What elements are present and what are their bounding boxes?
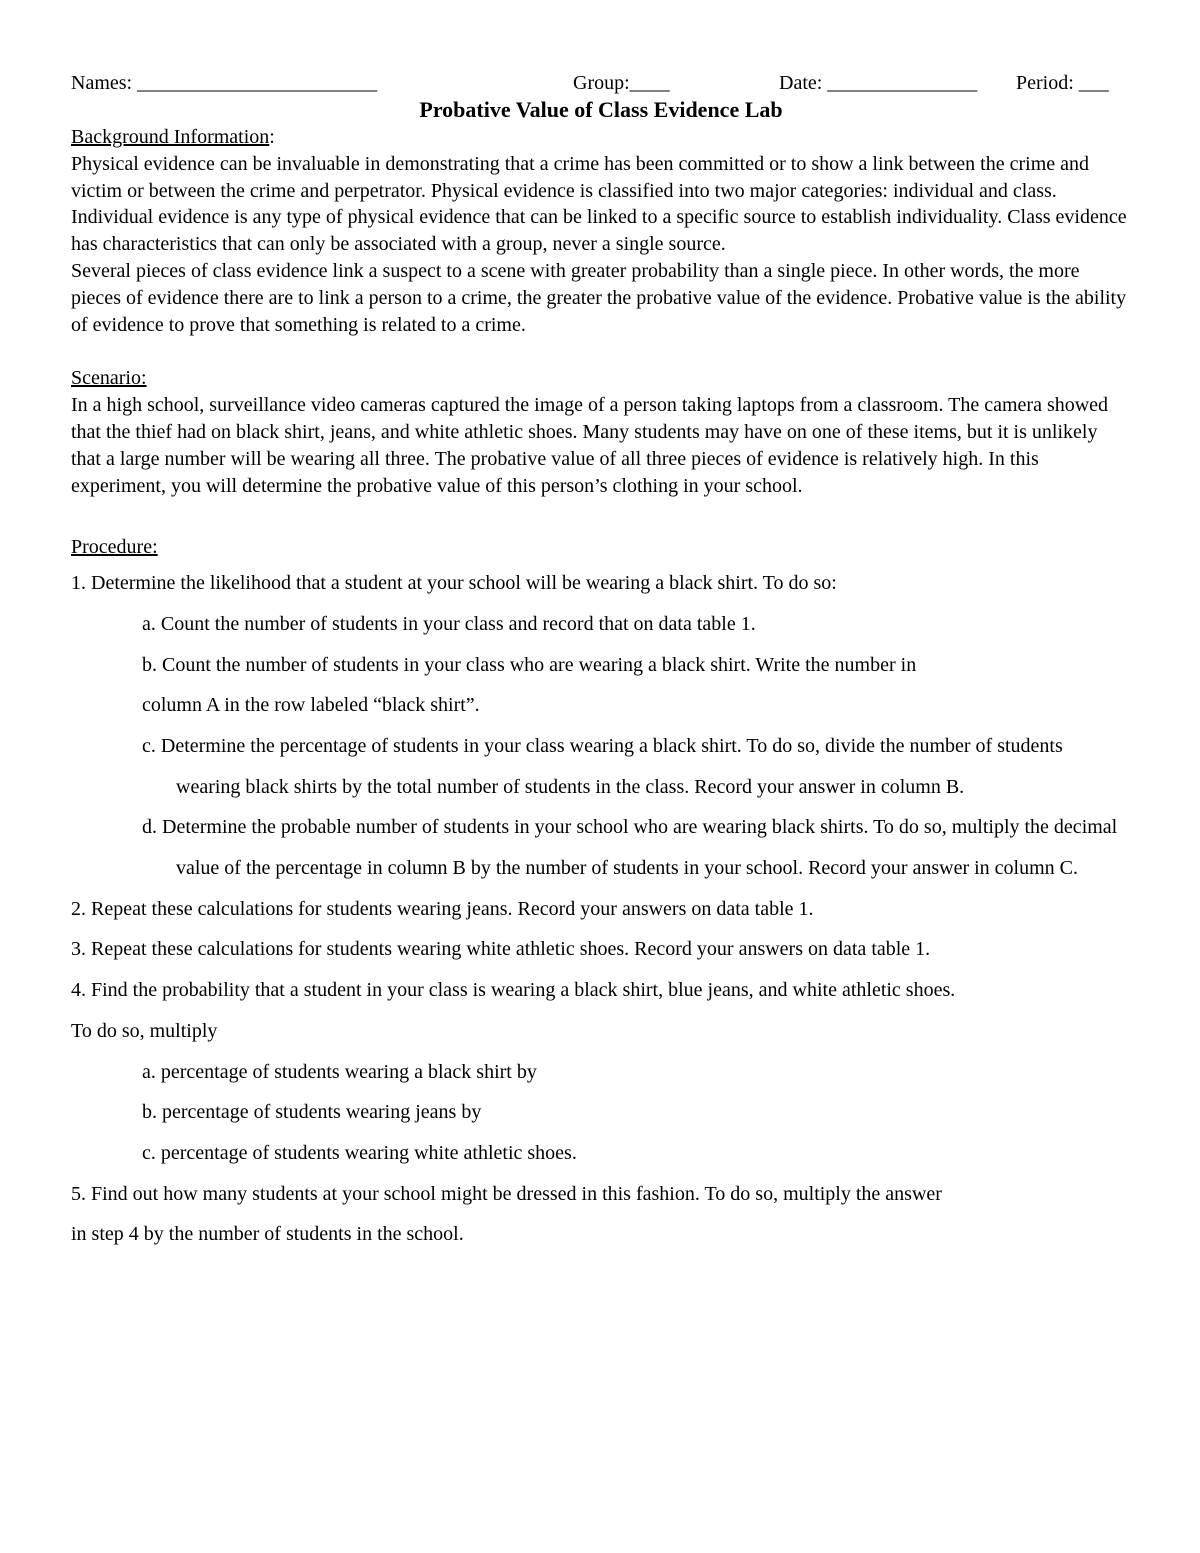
worksheet-page [71, 70, 1131, 1255]
background-paragraph-1: Physical evidence can be invaluable in demonstrating that a crime has been committed or to show a link between the crime and victim or between the crime and perpetrator. Physical evidence is classified into two major categories: individual and class. Individual evidence is any type of physical evidence that can be linked to a specific source to establish individuality. Class evidence has characteristics that can only be associated with a group, never a single source. [71, 152, 1127, 256]
step-4-line-1: 4. Find the probability that a student in your class is wearing a black shirt, blue jeans, and white athletic shoes. [71, 979, 956, 1002]
step-1a: a. Count the number of students in your class and record that on data table 1. [142, 612, 756, 635]
step-4-line-2: To do so, multiply [71, 1019, 218, 1042]
step-2: 2. Repeat these calculations for students wearing jeans. Record your answers on data table 1. [71, 897, 814, 920]
step-1b-line-2: column A in the row labeled “black shirt”. [142, 694, 480, 717]
background-heading [71, 124, 1131, 151]
step-1c: c. Determine the percentage of students in your class wearing a black shirt. To do so, divide the number of students wearing black shirts by the total number of students in the class. Record your answer in column B. [142, 734, 1063, 798]
background-heading-colon: : [269, 126, 275, 148]
step-5-line-1: 5. Find out how many students at your school might be dressed in this fashion. To do so, multiply the answer [71, 1182, 942, 1205]
scenario-heading: Scenario: [71, 367, 147, 390]
step-4c: c. percentage of students wearing white athletic shoes. [142, 1142, 577, 1164]
step-1d: d. Determine the probable number of students in your school who are wearing black shirts. To do so, multiply the decimal value of the percentage in column B by the number of students in your school. Record your answer in column C. [142, 816, 1118, 880]
page-title: Probative Value of Class Evidence Lab [419, 97, 783, 122]
names-field: Names: ________________________ [71, 72, 378, 94]
procedure-list [71, 563, 1131, 1255]
background-paragraph-2: Several pieces of class evidence link a suspect to a scene with greater probability than a single piece. In other words, the more pieces of evidence there are to link a person to a crime, the greater the probative value of the evidence. Probative value is the ability of evidence to prove that something is related to a crime. [71, 259, 1127, 336]
period-field: Period: ___ [1016, 72, 1109, 94]
step-4a: a. percentage of students wearing a black shirt by [142, 1060, 537, 1083]
procedure-heading: Procedure: [71, 536, 158, 559]
step-4b: b. percentage of students wearing jeans by [142, 1101, 482, 1124]
header-row [71, 70, 1131, 100]
scenario-paragraph: In a high school, surveillance video cameras captured the image of a person taking laptops from a classroom. The camera showed that the thief had on black shirt, jeans, and white athletic shoes. Many students may have on one of these items, but it is unlikely that a large number will be wearing all three. The probative value of all three pieces of evidence is relatively high. In this experiment, you will determine the probative value of this person’s clothing in your school. [71, 394, 1109, 497]
date-field: Date: _______________ [779, 72, 978, 94]
step-1b-line-1: b. Count the number of students in your class who are wearing a black shirt. Write the number in [142, 653, 917, 676]
step-5-line-2: in step 4 by the number of students in the school. [71, 1223, 464, 1246]
group-field: Group:____ [573, 72, 670, 94]
step-1: 1. Determine the likelihood that a student at your school will be wearing a black shirt. To do so: [71, 572, 837, 595]
step-3: 3. Repeat these calculations for students wearing white athletic shoes. Record your answers on data table 1. [71, 938, 931, 961]
background-heading-label: Background Information [71, 126, 270, 148]
